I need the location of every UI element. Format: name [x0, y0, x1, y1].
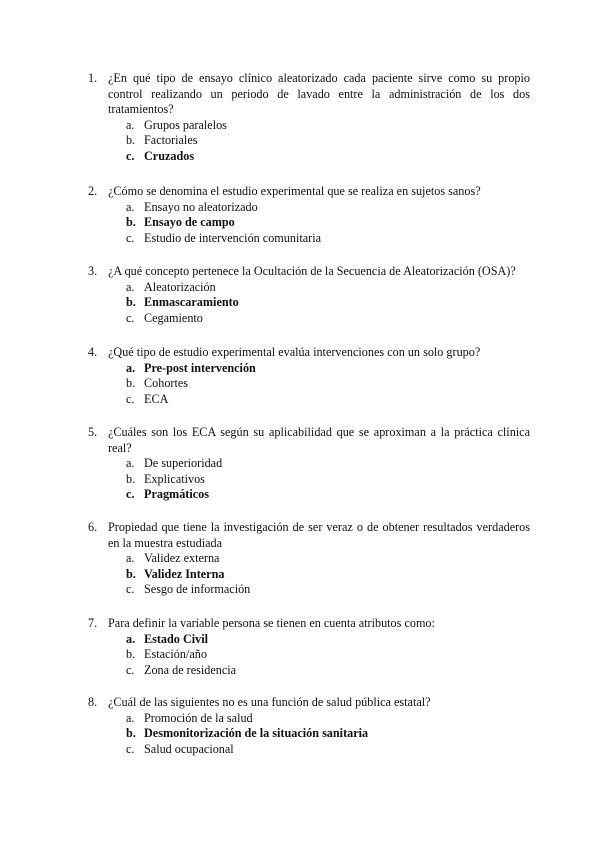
option-letter: b.: [126, 726, 136, 741]
correct-answer-option: [88, 215, 530, 231]
option-text: ECA: [144, 391, 169, 406]
correct-answer-option: [88, 487, 530, 503]
answer-option: [88, 711, 530, 727]
answer-option: [88, 742, 530, 758]
option-letter: a.: [126, 199, 135, 214]
correct-answer-option: [88, 361, 530, 377]
correct-answer-option: [88, 632, 530, 648]
answer-options: [88, 711, 530, 758]
option-text: Validez externa: [144, 551, 220, 566]
answer-option: [88, 472, 530, 488]
answer-options: [88, 118, 530, 165]
option-text: Promoción de la salud: [144, 710, 253, 725]
option-letter: a.: [126, 631, 136, 646]
option-text: Estación/año: [144, 647, 207, 662]
question-3: [88, 264, 530, 326]
option-letter: b.: [126, 215, 136, 230]
option-text: Pre-post intervención: [144, 360, 256, 375]
option-letter: b.: [126, 295, 136, 310]
correct-answer-option: [88, 149, 530, 165]
answer-option: [88, 200, 530, 216]
option-text: Factoriales: [144, 133, 198, 148]
option-letter: c.: [126, 741, 135, 756]
question-number: 2.: [88, 184, 98, 198]
answer-option: [88, 231, 530, 247]
question-1: [88, 71, 530, 165]
option-text: Salud ocupacional: [144, 741, 234, 756]
answer-options: [88, 456, 530, 503]
option-letter: a.: [126, 551, 135, 566]
option-text: Cegamiento: [144, 310, 203, 325]
answer-option: [88, 392, 530, 408]
answer-options: [88, 361, 530, 408]
correct-answer-option: [88, 726, 530, 742]
option-letter: a.: [126, 360, 136, 375]
option-letter: a.: [126, 456, 135, 471]
correct-answer-option: [88, 295, 530, 311]
question-8: [88, 695, 530, 757]
question-text: Para definir la variable persona se tienen en cuenta atributos como:: [108, 616, 435, 630]
option-text: Cohortes: [144, 376, 189, 391]
option-letter: c.: [126, 391, 135, 406]
option-letter: b.: [126, 647, 136, 662]
option-text: Aleatorización: [144, 279, 216, 294]
question-number: 1.: [88, 71, 98, 85]
option-text: Pragmáticos: [144, 487, 209, 502]
option-text: Ensayo de campo: [144, 215, 235, 230]
option-letter: c.: [126, 148, 135, 163]
answer-options: [88, 551, 530, 598]
answer-option: [88, 551, 530, 567]
option-letter: b.: [126, 566, 136, 581]
option-text: Grupos paralelos: [144, 117, 227, 132]
option-letter: b.: [126, 471, 136, 486]
question-text: ¿A qué concepto pertenece la Ocultación de la Secuencia de Aleatorización (OSA)?: [108, 264, 516, 278]
question-number: 4.: [88, 345, 98, 359]
question-number: 5.: [88, 425, 98, 439]
question-number: 7.: [88, 616, 98, 630]
answer-option: [88, 456, 530, 472]
question-text: ¿Cuáles son los ECA según su aplicabilidad que se aproximan a la práctica clínica real?: [108, 425, 530, 455]
answer-option: [88, 133, 530, 149]
option-letter: c.: [126, 582, 135, 597]
option-text: Enmascaramiento: [144, 295, 239, 310]
option-text: Cruzados: [144, 148, 195, 163]
answer-option: [88, 376, 530, 392]
answer-option: [88, 280, 530, 296]
question-text: ¿Qué tipo de estudio experimental evalúa intervenciones con un solo grupo?: [108, 345, 481, 359]
option-letter: c.: [126, 230, 135, 245]
question-number: 6.: [88, 520, 98, 534]
question-4: [88, 345, 530, 407]
option-letter: c.: [126, 487, 135, 502]
answer-option: [88, 311, 530, 327]
option-letter: a.: [126, 710, 135, 725]
option-letter: b.: [126, 133, 136, 148]
answer-option: [88, 582, 530, 598]
option-text: De superioridad: [144, 456, 223, 471]
correct-answer-option: [88, 567, 530, 583]
option-text: Estudio de intervención comunitaria: [144, 230, 322, 245]
question-7: [88, 616, 530, 678]
question-2: [88, 184, 530, 246]
option-text: Sesgo de información: [144, 582, 251, 597]
option-text: Explicativos: [144, 471, 205, 486]
option-letter: a.: [126, 279, 135, 294]
answer-option: [88, 647, 530, 663]
option-text: Zona de residencia: [144, 662, 237, 677]
option-letter: c.: [126, 310, 135, 325]
answer-options: [88, 632, 530, 679]
answer-options: [88, 200, 530, 247]
option-letter: c.: [126, 662, 135, 677]
question-6: [88, 520, 530, 598]
question-number: 8.: [88, 695, 98, 709]
question-text: Propiedad que tiene la investigación de ser veraz o de obtener resultados verdaderos en la muestra estudiada: [108, 520, 530, 550]
option-text: Desmonitorización de la situación sanitaria: [144, 726, 369, 741]
option-letter: a.: [126, 117, 135, 132]
question-number: 3.: [88, 264, 98, 278]
question-text: ¿En qué tipo de ensayo clínico aleatorizado cada paciente sirve como su propio control realizando un periodo de lavado entre la administración de los dos tratamientos?: [108, 71, 530, 117]
option-text: Estado Civil: [144, 631, 208, 646]
answer-option: [88, 118, 530, 134]
question-text: ¿Cómo se denomina el estudio experimental que se realiza en sujetos sanos?: [108, 184, 481, 198]
answer-option: [88, 663, 530, 679]
option-text: Ensayo no aleatorizado: [144, 199, 258, 214]
answer-options: [88, 280, 530, 327]
question-5: [88, 425, 530, 503]
option-text: Validez Interna: [144, 566, 225, 581]
question-text: ¿Cuál de las siguientes no es una función de salud pública estatal?: [108, 695, 431, 709]
option-letter: b.: [126, 376, 136, 391]
